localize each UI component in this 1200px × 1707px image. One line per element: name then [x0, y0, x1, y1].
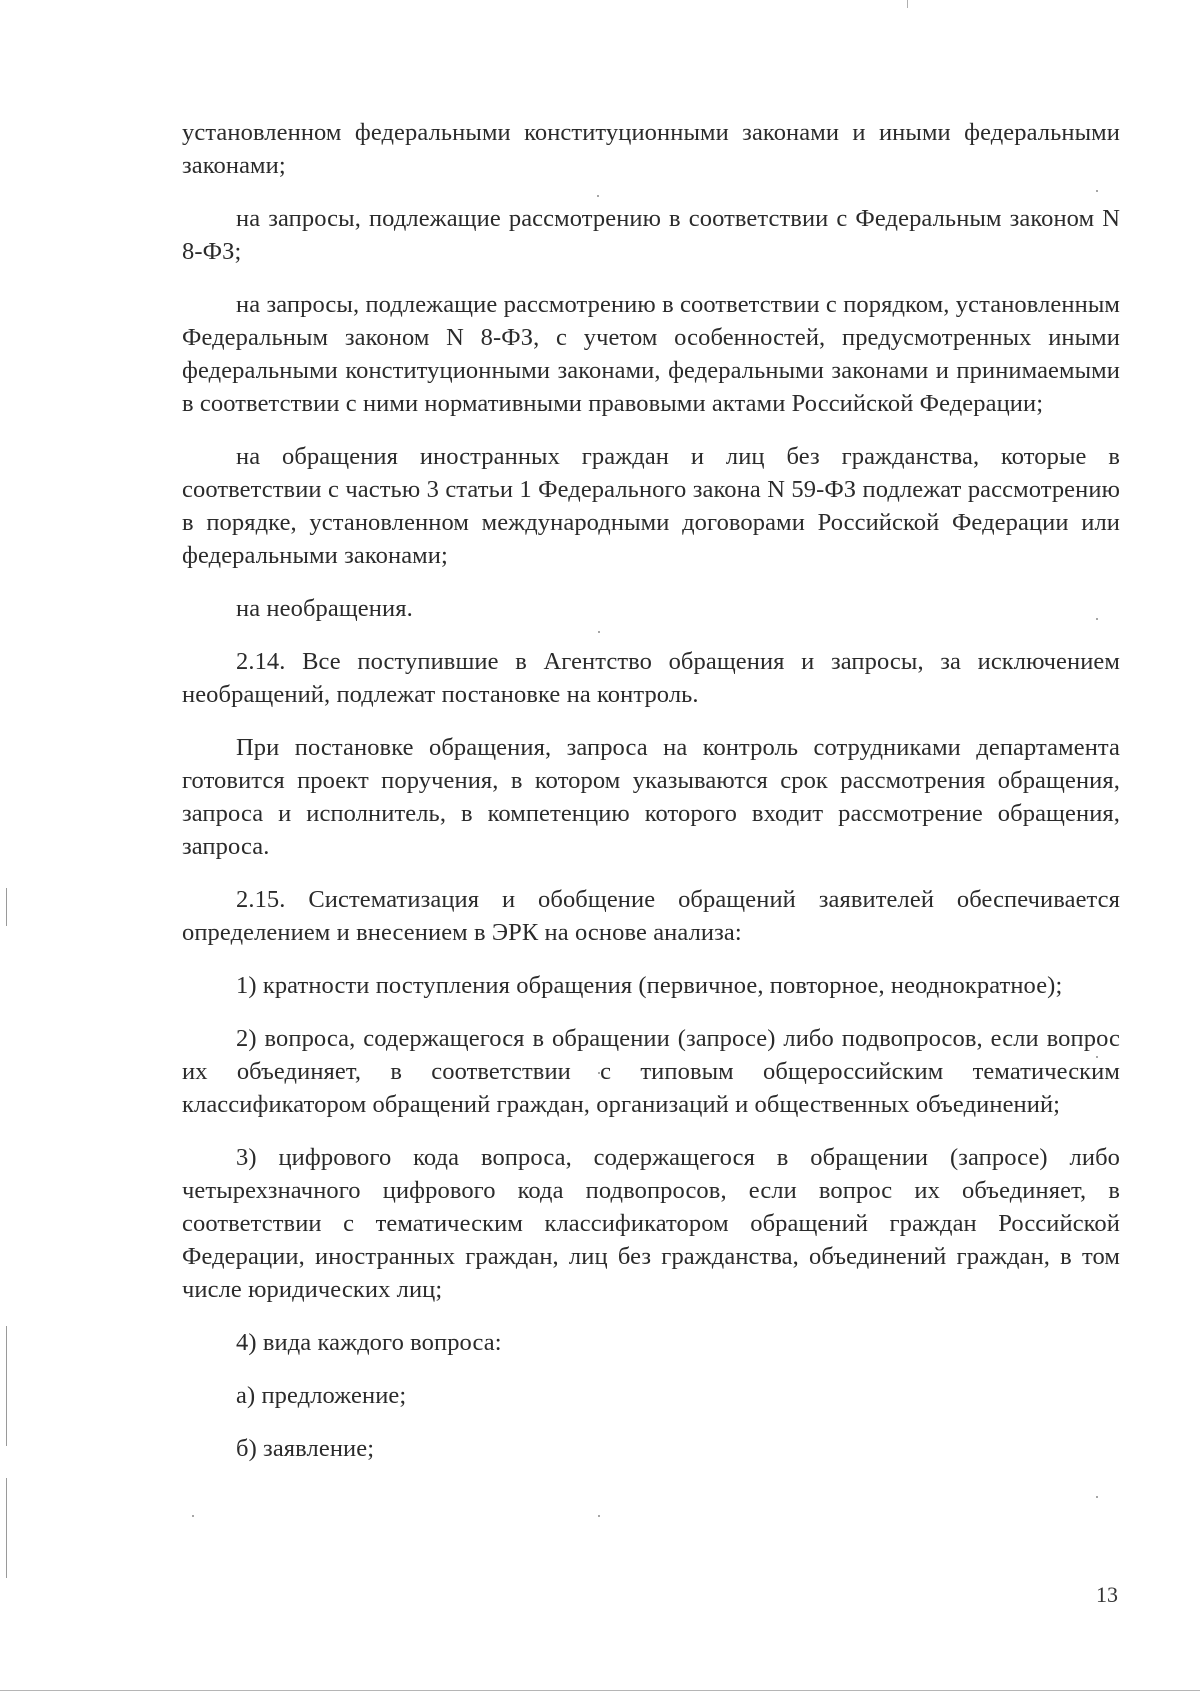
- paragraph-9: 1) кратности поступления обращения (первичное, повторное, неоднократное);: [236, 972, 1063, 999]
- scan-speck: [598, 1515, 600, 1517]
- paragraph-11: 3) цифрового кода вопроса, содержащегося в обращении (запросе) либо четырехзначного цифрового кода подвопросов, если вопрос их объединяет, в соответствии с тематическим классификатором обращений граждан Российской Федерации, иностранных граждан, лиц без гражданства, объединений граждан, в том числе юридических лиц;: [182, 1144, 1120, 1303]
- paragraph-4: на обращения иностранных граждан и лиц без гражданства, которые в соответствии с частью 3 статьи 1 Федерального закона N 59-ФЗ подлежат рассмотрению в порядке, установленном международными договорами Российской Федерации или федеральными законами;: [182, 443, 1120, 569]
- document-body: [182, 116, 1120, 1485]
- paragraph-8: 2.15. Систематизация и обобщение обращений заявителей обеспечивается определением и внесением в ЭРК на основе анализа:: [182, 886, 1120, 946]
- paragraph-5: на необращения.: [236, 595, 413, 622]
- scan-speck: [192, 1515, 194, 1517]
- paragraph-3: на запросы, подлежащие рассмотрению в соответствии с порядком, установленным Федеральным законом N 8-ФЗ, с учетом особенностей, предусмотренных иными федеральными конституционными законами, федеральными законами и принимаемыми в соответствии с ними нормативными правовыми актами Российской Федерации;: [182, 291, 1120, 417]
- scan-speck: [1096, 1496, 1098, 1498]
- paragraph-13: а) предложение;: [236, 1382, 407, 1409]
- paragraph-7: При постановке обращения, запроса на контроль сотрудниками департамента готовится проект поручения, в котором указываются срок рассмотрения обращения, запроса и исполнитель, в компетенцию которого входит рассмотрение обращения, запроса.: [182, 734, 1120, 860]
- paragraph-1: установленном федеральными конституционными законами и иными федеральными законами;: [182, 119, 1120, 179]
- scan-artifact-left-1: [6, 888, 7, 926]
- scan-artifact-bottom: [0, 1690, 1200, 1691]
- paragraph-12: 4) вида каждого вопроса:: [236, 1329, 502, 1356]
- paragraph-6: 2.14. Все поступившие в Агентство обращения и запросы, за исключением необращений, подлежат постановке на контроль.: [182, 648, 1120, 708]
- paragraph-2: на запросы, подлежащие рассмотрению в соответствии с Федеральным законом N 8-ФЗ;: [182, 205, 1120, 265]
- scan-artifact-left-2: [6, 1326, 7, 1446]
- page-number: 13: [1096, 1582, 1118, 1607]
- scan-artifact-left-3: [6, 1478, 7, 1578]
- paragraph-14: б) заявление;: [236, 1435, 375, 1462]
- paragraph-10: 2) вопроса, содержащегося в обращении (запросе) либо подвопросов, если вопрос их объединяет, в соответствии с типовым общероссийским тематическим классификатором обращений граждан, организаций и общественных объединений;: [182, 1025, 1120, 1118]
- scan-artifact-top: [907, 0, 908, 8]
